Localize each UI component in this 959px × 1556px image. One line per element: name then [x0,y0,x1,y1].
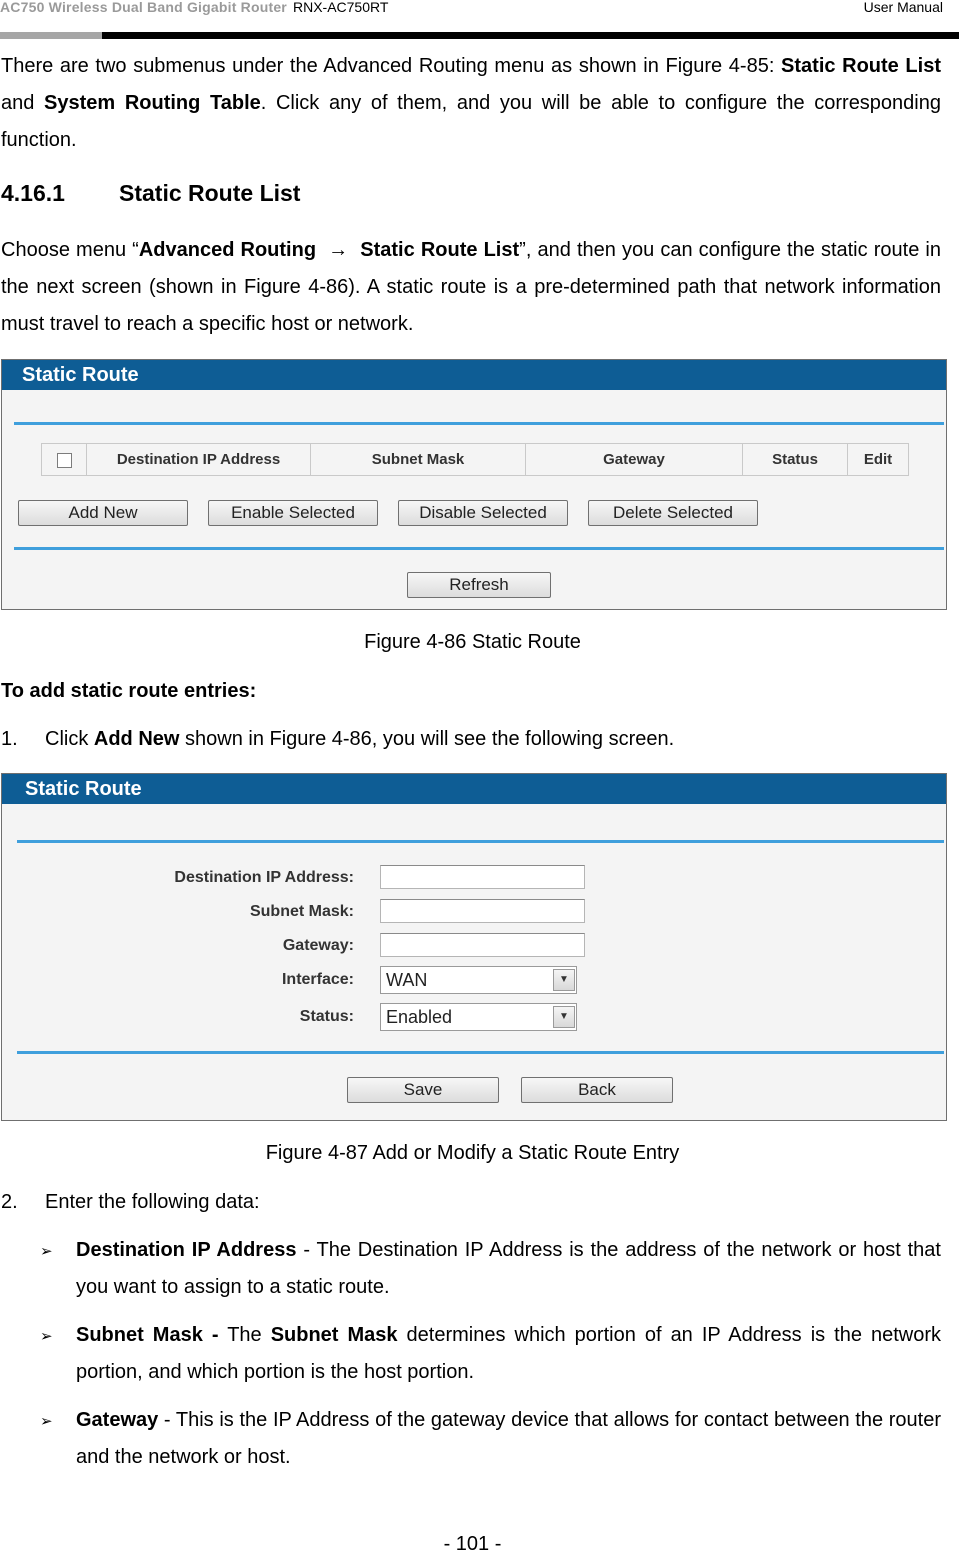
add-new-button[interactable]: Add New [18,500,188,526]
interface-select[interactable]: WAN ▼ [380,966,577,994]
enable-selected-button[interactable]: Enable Selected [208,500,378,526]
divider-line [14,547,944,550]
bullet-gateway: Gateway - This is the IP Address of the gateway device that allows for contact between the router and the network or host. [76,1409,941,1468]
dest-ip-input[interactable] [380,865,585,889]
header-rule-black [102,32,959,39]
status-select[interactable]: Enabled ▼ [380,1003,577,1031]
col-edit: Edit [848,444,909,476]
back-button[interactable]: Back [521,1077,673,1103]
page-number: - 101 - [443,1533,502,1555]
table-header-row [42,444,909,476]
bullet-icon: ➢ [40,1413,53,1430]
panel-title: Static Route [2,774,946,804]
choose-paragraph: Choose menu “Advanced Routing → Static Route List”, and then you can configure the static route in the next screen (shown in Figure 4-86). A static route is a pre-determined path that network information must travel to reach a specific host or network. [1,239,941,335]
disable-selected-button[interactable]: Disable Selected [398,500,568,526]
add-entries-heading: To add static route entries: [1,680,257,702]
bullet-icon: ➢ [40,1328,53,1345]
select-all-checkbox[interactable] [57,453,72,468]
bullet-destination-ip: Destination IP Address - The Destination IP Address is the address of the network or host that you want to assign to a static route. [76,1239,941,1298]
step-2: 2. Enter the following data: [1,1191,260,1213]
interface-label: Interface: [281,971,354,988]
refresh-button[interactable]: Refresh [407,572,551,598]
dropdown-arrow-icon[interactable]: ▼ [553,969,575,991]
figure-caption-87: Figure 4-87 Add or Modify a Static Route Entry [265,1142,680,1164]
divider-line [14,422,944,425]
step-1: 1. Click Add New shown in Figure 4-86, you will see the following screen. [1,728,675,750]
dest-ip-label: Destination IP Address: [174,869,354,886]
arrow-icon: → [328,239,349,261]
page-header [0,0,945,22]
gateway-label: Gateway: [282,937,354,954]
status-label: Status: [299,1008,354,1025]
section-heading: 4.16.1 Static Route List [1,180,301,206]
subnet-mask-label: Subnet Mask: [249,903,354,920]
divider-line [17,1051,944,1054]
intro-paragraph: There are two submenus under the Advanced Routing menu as shown in Figure 4-85: Static Route List and System Routing Table. Click any of them, and you will be able to configure the corresponding function. [1,55,941,151]
delete-selected-button[interactable]: Delete Selected [588,500,758,526]
header-title: AC750 Wireless Dual Band Gigabit Router RNX-AC750RT [0,0,389,15]
add-static-route-screenshot [1,773,947,1121]
col-subnet-mask: Subnet Mask [311,444,526,476]
dropdown-arrow-icon[interactable]: ▼ [553,1006,575,1028]
static-route-table [41,443,909,476]
col-destination-ip: Destination IP Address [87,444,311,476]
col-status: Status [743,444,848,476]
subnet-mask-input[interactable] [380,899,585,923]
select-all-checkbox-cell[interactable] [42,444,87,476]
header-manual: User Manual [863,0,943,15]
divider-line [17,840,944,843]
bullet-subnet-mask: Subnet Mask - The Subnet Mask determines which portion of an IP Address is the network portion, and which portion is the host portion. [76,1324,942,1383]
col-gateway: Gateway [526,444,743,476]
static-route-list-screenshot [1,359,947,610]
save-button[interactable]: Save [347,1077,499,1103]
panel-title: Static Route [2,360,946,390]
figure-caption-86: Figure 4-86 Static Route [364,631,581,653]
header-rule-gray [0,32,102,39]
bullet-icon: ➢ [40,1243,53,1260]
gateway-input[interactable] [380,933,585,957]
